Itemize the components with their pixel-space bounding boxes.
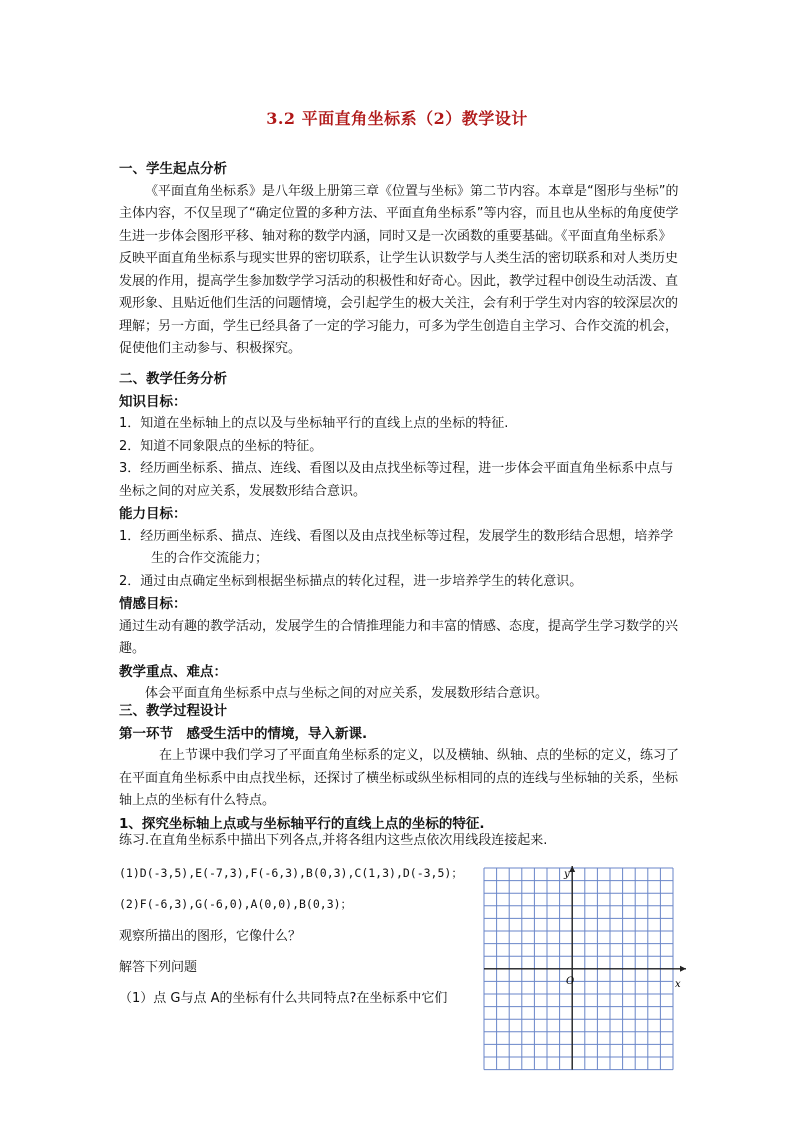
- answer-prompt: 解答下列问题: [119, 960, 198, 975]
- emotion-goal-label: 情感目标：: [119, 596, 187, 612]
- exercise-block: [119, 830, 548, 853]
- coordinate-grid: [482, 866, 687, 1074]
- y-axis-arrow: [569, 866, 575, 872]
- key-points-label: 教学重点、难点：: [119, 663, 227, 680]
- section-heading: 二、教学任务分析: [119, 371, 227, 387]
- key-points: 体会平面直角坐标系中点与坐标之间的对应关系，发展数形结合意识。: [145, 686, 549, 701]
- y-axis-label: y: [564, 869, 570, 880]
- knowledge-goal-2: 2．知道不同象限点的坐标的特征。: [119, 438, 323, 454]
- observe-question: 观察所描出的图形，它像什么？: [119, 929, 302, 944]
- section-heading: 三、教学过程设计: [119, 703, 227, 719]
- origin-label: O: [566, 976, 575, 987]
- x-axis-arrow: [680, 966, 686, 972]
- ability-goal-1: 1．经历画坐标系、描点、连线、看图以及由点找坐标等过程，发展学生的数形结合思想，培养学生的合作交流能力；: [119, 528, 674, 566]
- ability-goal-2: 2．通过由点确定坐标到根据坐标描点的转化过程，进一步培养学生的转化意识。: [119, 573, 583, 589]
- paragraph: 《平面直角坐标系》是八年级上册第三章《位置与坐标》第二节内容。本章是“图形与坐标”的主体内容，不仅呈现了“确定位置的多种方法、平面直角坐标系”等内容，而且也从坐标的角度使学生进一步体会图形平移、轴对称的数学内涵，同时又是一次函数的重要基础。《平面直角坐标系》反映平面直角坐标系与现实世界的密切联系，让学生认识数学与人类生活的密切联系和对人类历史发展的作用，提高学生参加数学学习活动的积极性和好奇心。因此，教学过程中创设生动活泼、直观形象、且贴近他们生活的问题情境，会引起学生的极大关注，会有利于学生对内容的较深层次的理解；另一方面，学生已经具备了一定的学习能力，可多为学生创造自主学习、合作交流的机会，促使他们主动参与、积极探究。: [119, 183, 679, 356]
- question-1: （1）点 G与点 A的坐标有什么共同特点?在坐标系中它们: [119, 991, 448, 1006]
- section-student-analysis: [119, 158, 679, 361]
- x-axis-label: x: [675, 979, 681, 990]
- section-heading: 一、学生起点分析: [119, 161, 227, 177]
- emotion-goal: 通过生动有趣的教学活动，发展学生的合情推理能力和丰富的情感、态度，提高学生学习数学的兴趣。: [119, 618, 679, 656]
- subsection-title: 1、探究坐标轴上点或与坐标轴平行的直线上点的坐标的特征.: [119, 815, 485, 832]
- section-process-design: [119, 700, 679, 835]
- coordinate-grid-svg: [482, 866, 687, 1074]
- knowledge-goal-3: 3．经历画坐标系、描点、连线、看图以及由点找坐标等过程，进一步体会平面直角坐标系中点与坐标之间的对应关系，发展数形结合意识。: [119, 461, 674, 499]
- exercise-instruction: 练习.在直角坐标系中描出下列各点,并将各组内这些点依次用线段连接起来.: [119, 833, 548, 848]
- ability-goal-label: 能力目标：: [119, 506, 187, 522]
- knowledge-goal-label: 知识目标：: [119, 393, 187, 410]
- point-list-1: (1)D(-3,5),E(-7,3),F(-6,3),B(0,3),C(1,3),D(-3,5)；: [119, 866, 463, 880]
- section-task-analysis: [119, 368, 679, 706]
- page-title: 3.2 平面直角坐标系（2）教学设计: [266, 109, 528, 128]
- step-1-paragraph: 在上节课中我们学习了平面直角坐标系的定义，以及横轴、纵轴、点的坐标的定义，练习了在平面直角坐标系中由点找坐标，还探讨了横坐标或纵坐标相同的点的连线与坐标轴的关系，坐标轴上点的坐标有什么特点。: [119, 748, 680, 808]
- knowledge-goal-1: 1．知道在坐标轴上的点以及与坐标轴平行的直线上点的坐标的特征.: [119, 416, 509, 431]
- point-list-2: (2)F(-6,3),G(-6,0),A(0,0),B(0,3)；: [119, 897, 353, 911]
- step-1-title: 第一环节 感受生活中的情境，导入新课.: [119, 725, 368, 742]
